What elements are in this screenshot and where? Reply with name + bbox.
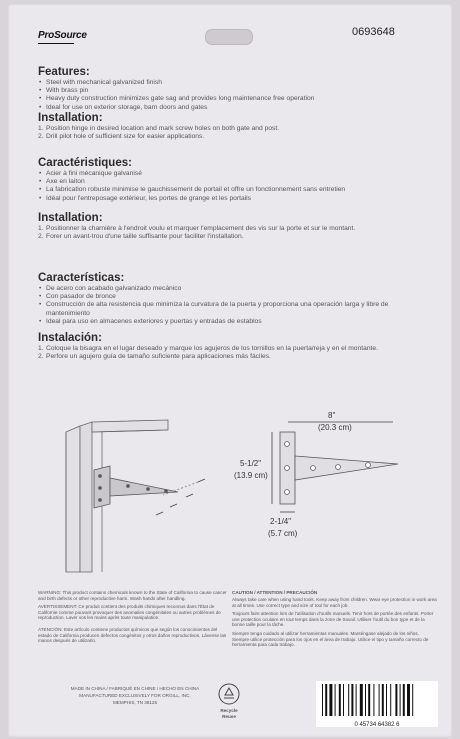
barcode [316,681,438,727]
installation-title-es: Instalación: [38,332,102,344]
step-number: 1. [38,125,44,132]
features-list-es [38,285,428,326]
barcode-bar [390,684,391,716]
width-inch-label: 2-1/4" [270,517,292,526]
installation-list-es [38,345,428,361]
recycle-label: Recycle [220,708,238,713]
barcode-bars [316,681,438,719]
french-feature-item: • Acier à fini mécanique galvanisé [38,170,428,178]
features-title-fr: Caractéristiques: [38,157,132,169]
barcode-bar [348,684,349,716]
french-step-item [38,233,428,241]
barcode-bar [403,684,405,716]
english-feature-item: • With brass pin [38,87,428,95]
height-cm-label: (13.9 cm) [234,471,268,480]
barcode-bar [368,684,370,716]
step-text: Position hinge in desired location and mark screw holes on both gate and post. [46,125,280,132]
installation-title-fr: Installation: [38,212,103,224]
warning-fr: AVERTISSEMENT: Ce produit contient des produits chimiques reconnus dans l'État de Californie comme pouvant provoquer des anomalies congénitales ou autres problèmes de reproduction. Laver vos les mains après toute manipulation. [38,604,221,621]
french-feature-item: • Axe en laiton [38,178,428,186]
installation-list-fr [38,225,428,241]
hang-hole [205,29,253,45]
barcode-bar [386,684,387,716]
features-section-fr [38,157,428,203]
barcode-bar [412,684,413,716]
barcode-bar [356,684,357,716]
step-number: 2. [38,233,44,241]
barcode-bar [400,684,401,716]
barcode-bar [322,684,323,716]
barcode-bar [407,684,410,716]
spanish-feature-item: • De acero con acabado galvanizado mecánico [38,285,428,293]
brand-logo: ProSource [38,30,87,41]
features-section-en [38,66,428,112]
reuse-label: Reuse [222,714,236,719]
product-number: 0693648 [352,26,395,38]
step-text: Forer un avant-trou d'une taille suffisante pour faciliter l'installation. [46,233,244,241]
features-list-fr [38,170,428,203]
step-number: 1. [38,345,44,352]
recycle-icon [218,683,240,705]
english-feature-item: • Heavy duty construction minimizes gate sag and provides long maintenance free operation [38,95,428,103]
distributor-text: MANUFACTURED EXCLUSIVELY FOR ORGILL, INC. [79,693,191,698]
installation-list-en [38,125,428,141]
caution-fr: Toujours faire attention lors de l'utilisation d'outils manuels. Tenir hors de portée des enfants. Porter une protection oculaire en tout temps dans la zone de travail. Utiliser l'outil du bon type et de la bonne taille pour la tâche. [232,611,434,628]
step-text: Perfore un agujero guía de tamaño suficiente para aplicaciones más fáciles. [46,353,271,361]
barcode-bar [382,684,384,716]
warning-en: WARNING: This product contains chemicals known to the State of California to cause cancer and birth defects or other reproductive harm. Wash hands after handling. [38,590,227,601]
hinge-dimension-drawing [272,422,398,512]
french-step-item [38,225,428,233]
spanish-step-item [38,345,428,353]
barcode-bar [351,684,353,716]
spanish-step-item [38,353,428,361]
brand-underline [38,43,74,44]
barcode-bar [360,684,363,716]
origin-text: MADE IN CHINA / FABRIQUÉ EN CHINE / HECHO EN CHINA [70,686,200,691]
french-feature-item: • La fabrication robuste minimise le gauchissement de portail et offre un fonctionnement sans entretien [38,186,428,194]
english-feature-item: • Steel with mechanical galvanized finish [38,79,428,87]
installation-title-en: Installation: [38,112,103,124]
installation-section-en [38,112,428,141]
barcode-bar [339,684,341,716]
length-cm-label: (20.3 cm) [318,423,352,432]
features-title-es: Características: [38,272,125,284]
barcode-bar [395,684,397,716]
caution-es: Siempre tenga cuidado al utilizar herramientas manuales. Manténgase alejado de los niños. Siempre utilice protección para los ojos en el área de trabajo. Utilice el tipo y tamaño correcto de herramienta para cada trabajo. [232,631,429,648]
length-inch-label: 8" [328,411,336,420]
barcode-bar [379,684,380,716]
step-text: Positionner la charnière à l'endroit voulu et marquer l'emplacement des vis sur la porte et sur le montant. [46,225,356,232]
features-section-es [38,272,428,326]
english-feature-item: • Ideal for use on exterior storage, barn doors and gates [38,104,428,112]
installation-diagram [48,411,428,572]
spanish-feature-item: • Con pasador de bronce [38,293,428,301]
step-number: 2. [38,353,44,361]
height-inch-label: 5-1/2" [240,459,262,468]
spanish-feature-item: • Ideal para uso en almacenes exteriores y puertas y entradas de establos [38,318,428,326]
barcode-digits: 0 45734 64382 6 [354,722,400,728]
screws-icon [156,479,205,515]
warning-es: ATENCIÓN: Este artículo contiene productos químicos que según los conocimientos del estado de California producen defectos congénitos y otros daños reproductivos. Lávense las manos después de utilizarlo. [38,627,227,644]
width-cm-label: (5.7 cm) [268,529,298,538]
installation-section-es [38,332,428,361]
barcode-bar [325,684,327,716]
barcode-bar [373,684,374,716]
caution-en: Always take care when using hand tools. Keep away from children. Wear eye protection in work area at all times. Use correct type and size of tool for each job. [232,597,437,608]
gate-post-illustration [66,420,178,572]
english-step-item [38,133,428,141]
step-number: 1. [38,225,44,232]
caution-title: CAUTION / ATTENTION / PRECAUCIÓN [232,590,318,595]
barcode-bar [335,684,336,716]
city-text: MEMPHIS, TN 38125 [112,700,158,705]
step-text: Drill pilot hole of sufficient size for easier applications. [46,133,205,141]
barcode-bar [365,684,366,716]
step-number: 2. [38,133,44,141]
english-step-item [38,125,428,133]
features-list-en [38,79,428,112]
spanish-feature-item: • Construcción de alta resistencia que minimiza la curvatura de la puerta y proporciona una operación larga y libre de mantenimiento [38,301,428,317]
barcode-bar [343,684,344,716]
step-text: Coloque la bisagra en el lugar deseado y marque los agujeros de los tornillos en la puerta/reja y en el montante. [46,345,378,352]
features-title-en: Features: [38,66,90,78]
installation-section-fr [38,212,428,241]
french-feature-item: • Idéal pour l'entreposage extérieur, les portes de grange et les portails [38,195,428,203]
barcode-bar [329,684,332,716]
